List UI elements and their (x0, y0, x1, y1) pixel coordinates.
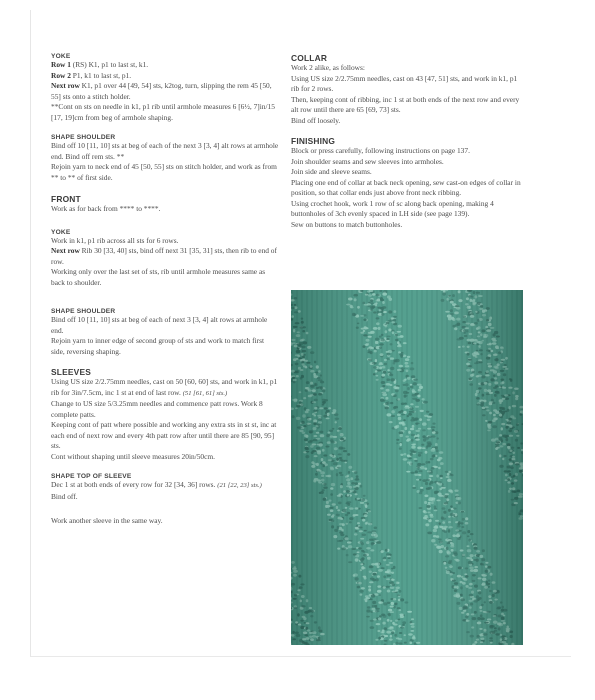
instruction-text: Using US size 2/2.75mm needles, cast on 50 [60, 60] sts, and work in k1, p1 rib for 3in/7.5cm, inc 1 st at end of last row. (51, 377, 278, 397)
instruction-paragraph: Keeping cont of patt where possible and working any extra sts in st st, inc at each end of next row and every 4th patt row after until there are 85 [90, 95] sts. (51, 420, 277, 450)
instruction-paragraph: Change to US size 5/3.25mm needles and commence patt rows. Work 8 complete patts. (51, 399, 263, 419)
row-label: Row 2 (51, 70, 71, 80)
instruction-paragraph: Work 2 alike, as follows: (291, 63, 365, 72)
row-label: Next row (51, 81, 80, 90)
instruction-paragraph: Then, keeping cont of ribbing, inc 1 st at both ends of the next row and every alt row until there are 65 [69, 73] sts. (291, 94, 520, 114)
instruction-paragraph: Join side and sleeve seams. (291, 167, 372, 176)
instruction-row-1 (51, 60, 279, 71)
instruction-text: Dec 1 st at both ends of every row for 32 [34, 36] rows. (51, 480, 216, 489)
instruction-next-row (51, 246, 279, 267)
instruction-paragraph: Cont without shaping until sleeve measures 20in/50cm. (51, 451, 216, 461)
instruction-paragraph: Work in k1, p1 rib across all sts for 6 rows. (51, 235, 179, 245)
instruction-continue: **Cont on sts on needle in k1, p1 rib until armhole measures 6 [6½, 7]in/15 [17, 19]cm from beg of armhole shaping. (51, 102, 275, 122)
right-column (291, 53, 523, 230)
section-heading-sleeves: SLEEVES (51, 367, 92, 377)
section-heading-finishing: FINISHING (291, 136, 336, 146)
section-heading-front: FRONT (51, 194, 81, 204)
section-heading-collar: COLLAR (291, 53, 328, 63)
instruction-paragraph: Work as for back from **** to ****. (51, 204, 161, 213)
instruction-paragraph: Block or press carefully, following instructions on page 137. (291, 146, 470, 155)
instruction-paragraph (51, 480, 279, 492)
instruction-paragraph: Bind off 10 [11, 10] sts at beg of each of next 3 [3, 4] alt rows at armhole end. (51, 315, 268, 335)
instruction-paragraph: Bind off loosely. (291, 115, 341, 125)
instruction-next-row (51, 81, 279, 102)
section-heading-shape-shoulder: SHAPE SHOULDER (51, 134, 116, 141)
instruction-paragraph: Using crochet hook, work 1 row of sc along back opening, making 4 buttonholes of 3ch evenly spaced in LH side (see page 139). (291, 198, 494, 218)
section-heading-shape-top-of-sleeve: SHAPE TOP OF SLEEVE (51, 473, 132, 480)
instruction-paragraph: Rejoin yarn to neck end of 45 [50, 55] sts on stitch holder, and work as from ** to ** of first side. (51, 162, 277, 182)
instruction-paragraph: Rejoin yarn to inner edge of second group of sts and work to match first side, reversing shaping. (51, 336, 265, 356)
row-text: Rib 30 [33, 40] sts, bind off next 31 [35, 31] sts, then rib to end of row. (51, 246, 277, 266)
section-heading-yoke: YOKE (51, 228, 71, 236)
instruction-paragraph: Sew on buttons to match buttonholes. (291, 219, 403, 229)
closing-note: Work another sleeve in the same way. (51, 516, 163, 525)
section-heading-yoke: YOKE (51, 53, 71, 60)
instruction-paragraph: Working only over the last set of sts, rib until armhole measures same as back to shoulder. (51, 267, 266, 287)
pattern-page (30, 10, 571, 657)
stitch-count-note: (51 [61, 61] sts.) (182, 389, 228, 397)
knitted-fabric-photo (291, 290, 523, 645)
instruction-paragraph: Bind off 10 [11, 10] sts at beg of each of the next 3 [3, 4] alt rows at armhole end. Bind off rem sts. ** (51, 141, 279, 161)
instruction-paragraph: Join shoulder seams and sew sleeves into armholes. (291, 156, 444, 166)
instruction-paragraph: Using US size 2/2.75mm needles, cast on 43 [47, 51] sts, and work in k1, p1 rib for 2 rows. (291, 73, 518, 93)
row-label: Row 1 (51, 60, 71, 69)
instruction-paragraph (51, 377, 279, 399)
row-label: Next row (51, 246, 80, 255)
knit-texture (291, 290, 523, 645)
section-heading-shape-shoulder: SHAPE SHOULDER (51, 308, 116, 315)
row-text: K1, p1 over 44 [49, 54] sts, k2tog, turn, slipping the rem 45 [50, 55] sts onto a stitch holder. (51, 81, 272, 101)
row-text: P1, k1 to last st, p1. (72, 70, 132, 80)
stitch-count-note: (21 [22, 23] sts.) (217, 482, 262, 489)
instruction-paragraph: Placing one end of collar at back neck opening, sew cast-on edges of collar in position, so that collar ends just above front neck ribbing. (291, 177, 521, 197)
instruction-paragraph: Bind off. (51, 491, 78, 501)
instruction-row-2 (51, 71, 279, 82)
left-column (51, 53, 279, 527)
row-text: (RS) K1, p1 to last st, k1. (72, 60, 149, 69)
